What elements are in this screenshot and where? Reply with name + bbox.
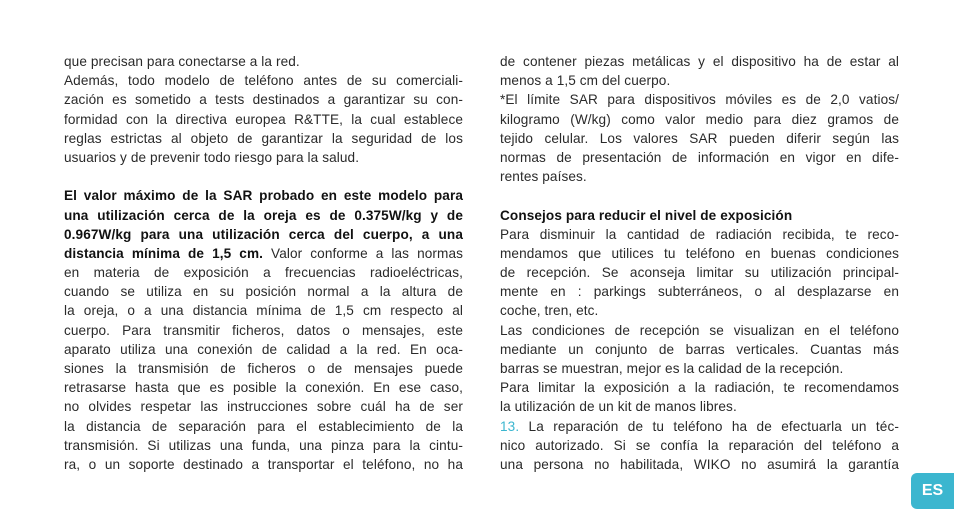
item-number: 13. bbox=[500, 418, 520, 434]
text-line: de contener piezas metálicas y el dispositivo ha de estar al bbox=[500, 54, 899, 69]
text-line: tejido celular. Los valores SAR pueden diferir según las bbox=[500, 130, 899, 146]
text-line: mediante un conjunto de barras verticales. Cuantas más bbox=[500, 341, 899, 357]
section-heading: Consejos para reducir el nivel de exposición bbox=[500, 207, 793, 223]
text-line: normas de presentación de información en vigor en dife- bbox=[500, 149, 899, 165]
item-13-line bbox=[500, 417, 899, 436]
text-line: barras se muestran, mejor es la calidad de la recepción. bbox=[500, 361, 844, 376]
text-line: zación es sometido a tests destinados a garantizar su con- bbox=[64, 92, 463, 108]
text-line: Para disminuir la cantidad de radiación recibida, te reco- bbox=[500, 226, 899, 242]
sar-conformity-start: Valor conforme a las normas bbox=[263, 245, 464, 261]
sar-statement-line: El valor máximo de la SAR probado en este modelo para bbox=[64, 188, 463, 204]
text-line: siones la transmisión de ficheros o de mensajes puede bbox=[64, 361, 463, 376]
text-line: kilogramo (W/kg) como valor medio para diez gramos de bbox=[500, 111, 899, 127]
text-line: usuarios y de prevenir todo riesgo para la salud. bbox=[64, 149, 360, 165]
item-13-text: La reparación de tu teléfono ha de efectuarla un téc- bbox=[519, 418, 899, 434]
text-line: cuerpo. Para transmitir ficheros, datos o mensajes, este bbox=[64, 322, 463, 338]
text-line: *El límite SAR para dispositivos móviles es de 2,0 vatios/ bbox=[500, 92, 899, 108]
text-line: formidad con la directiva europea R&TTE, la cual establece bbox=[64, 111, 463, 127]
text-line: coche, tren, etc. bbox=[500, 303, 599, 319]
text-line: mente en : parkings subterráneos, o al desplazarse en bbox=[500, 284, 899, 300]
sar-statement-last-line bbox=[64, 244, 463, 263]
text-line: aparato utiliza una conexión de calidad a la red. En oca- bbox=[64, 341, 463, 357]
paragraph-gap bbox=[64, 167, 463, 186]
text-line: menos a 1,5 cm del cuerpo. bbox=[500, 73, 671, 89]
text-line: que precisan para conectarse a la red. bbox=[64, 54, 300, 69]
text-line: ra, o un soporte destinado a transportar el teléfono, no ha bbox=[64, 456, 463, 472]
right-column bbox=[500, 52, 899, 474]
language-tab: ES bbox=[911, 473, 954, 509]
text-line: no olvides respetar las instrucciones sobre cuál ha de ser bbox=[64, 399, 463, 415]
text-line: la utilización de un kit de manos libres. bbox=[500, 399, 737, 415]
text-line: Para limitar la exposición a la radiación, te recomendamos bbox=[500, 380, 899, 396]
text-line: transmisión. Si utilizas una funda, una pinza para la cintu- bbox=[64, 437, 463, 453]
text-line: la oreja, o a una distancia mínima de 1,5 cm respecto al bbox=[64, 303, 463, 319]
text-line: Además, todo modelo de teléfono antes de su comerciali- bbox=[64, 73, 463, 89]
left-column bbox=[64, 52, 463, 474]
text-line: rentes países. bbox=[500, 169, 587, 185]
text-line: de recepción. Se aconseja limitar su utilización principal- bbox=[500, 265, 899, 281]
text-line: Las condiciones de recepción se visualizan en el teléfono bbox=[500, 322, 899, 338]
text-line: nico autorizado. Si se confía la reparación del teléfono a bbox=[500, 437, 899, 453]
paragraph-gap bbox=[500, 186, 899, 205]
text-line: cuando se utiliza en su posición normal a la altura de bbox=[64, 284, 463, 300]
text-line: la distancia de separación para el establecimiento de la bbox=[64, 418, 463, 434]
text-line: mendamos que utilices tu teléfono en buenas condiciones bbox=[500, 245, 899, 261]
text-line: una persona no habilitada, WIKO no asumirá la garantía bbox=[500, 456, 899, 472]
text-line: en materia de exposición a frecuencias radioeléctricas, bbox=[64, 265, 463, 281]
text-line: reglas estrictas al objeto de garantizar la seguridad de los bbox=[64, 130, 463, 146]
text-line: retrasarse hasta que es posible la conexión. En ese caso, bbox=[64, 380, 463, 396]
sar-statement-line: una utilización cerca de la oreja es de 0.375W/kg y de bbox=[64, 207, 463, 223]
sar-statement-line: 0.967W/kg para una utilización cerca del cuerpo, a una bbox=[64, 226, 463, 242]
sar-distance: distancia mínima de 1,5 cm. bbox=[64, 245, 264, 261]
